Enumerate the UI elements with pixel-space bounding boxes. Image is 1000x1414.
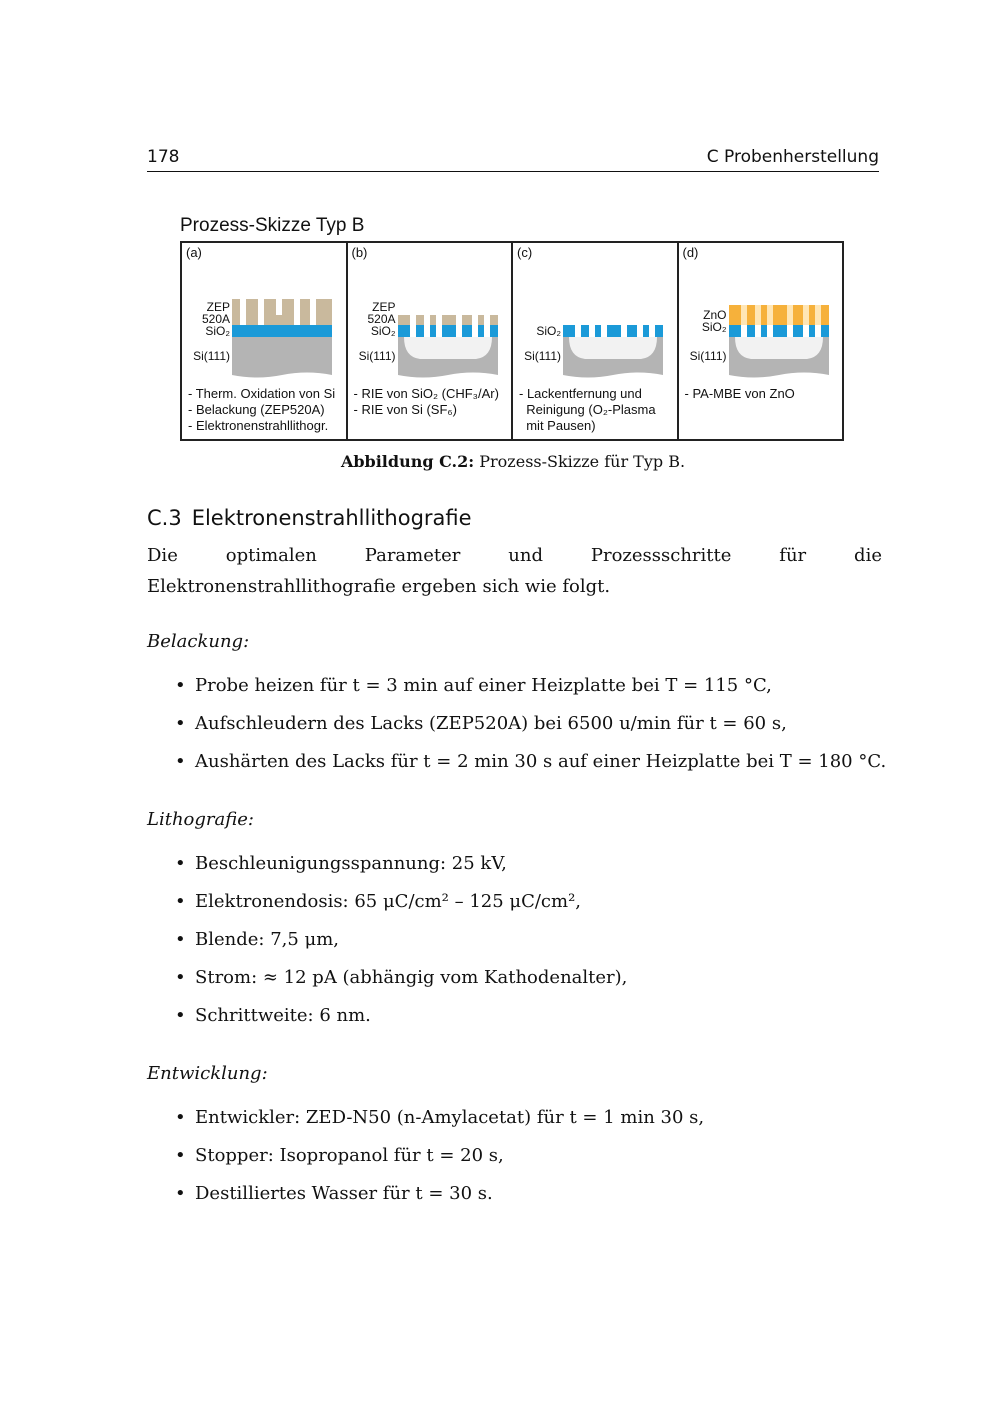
panel-c-label: (c) [517, 245, 533, 260]
caption-label: Abbildung C.2: [340, 452, 475, 471]
panel-d-label: (d) [682, 245, 699, 260]
list-entwicklung [147, 1106, 704, 1220]
panel-d-description: - PA-MBE von ZnO [684, 386, 795, 401]
header-rule [147, 171, 879, 172]
list-item: • Aufschleudern des Lacks (ZEP520A) bei 6500 u/min für t = 60 s, [147, 712, 886, 750]
figure-caption [0, 452, 1000, 471]
subheading-belackung: Belackung: [147, 631, 250, 652]
list-item: • Entwickler: ZED-N50 (n-Amylacetat) für t = 1 min 30 s, [147, 1106, 704, 1144]
layer-label-zno-d: ZnO SiO₂ [701, 308, 727, 334]
subheading-lithografie: Lithografie: [147, 809, 254, 830]
layer-label-si-b: Si(111) [358, 349, 396, 363]
section-number: C.3 [147, 506, 182, 530]
running-head: C Probenherstellung [706, 147, 879, 167]
layer-label-zep-b: ZEP 520A SiO₂ [367, 300, 396, 338]
subheading-entwicklung: Entwicklung: [147, 1063, 268, 1084]
panel-c [513, 243, 679, 439]
page-number: 178 [147, 147, 180, 167]
list-lithografie [147, 852, 627, 1042]
layer-label-si-c: Si(111) [524, 349, 561, 363]
caption-text: Prozess-Skizze für Typ B. [479, 452, 686, 471]
panel-a-label: (a) [186, 245, 202, 260]
layer-label-zep: ZEP 520A SiO₂ [201, 300, 230, 338]
layer-label-sio2-c: SiO₂ [536, 324, 561, 338]
panel-b-label: (b) [351, 245, 368, 260]
section-heading [147, 506, 472, 530]
list-belackung [147, 674, 886, 788]
section-title: Elektronenstrahllithografie [191, 506, 472, 530]
panel-b-description: - RIE von SiO₂ (CHF₃/Ar) - RIE von Si (SF₆) [353, 386, 499, 417]
list-item: • Destilliertes Wasser für t = 30 s. [147, 1182, 704, 1220]
panel-a [182, 243, 348, 439]
intro-paragraph: Die optimalen Parameter und Prozessschritte für die Elektronenstrahllithografie ergeben sich wie folgt. [147, 545, 882, 597]
list-item: • Aushärten des Lacks für t = 2 min 30 s auf einer Heizplatte bei T = 180 °C. [147, 750, 886, 788]
layer-label-si-d: Si(111) [689, 349, 727, 363]
list-item: • Schrittweite: 6 nm. [147, 1004, 627, 1042]
panel-c-description: - Lackentfernung und Reinigung (O₂-Plasma mit Pausen) [519, 386, 656, 433]
panel-d [679, 243, 843, 439]
list-item: • Stopper: Isopropanol für t = 20 s, [147, 1144, 704, 1182]
panel-a-description: - Therm. Oxidation von Si - Belackung (ZEP520A) - Elektronenstrahllithogr. [188, 386, 336, 433]
layer-label-si: Si(111) [193, 349, 230, 363]
list-item: • Beschleunigungsspannung: 25 kV, [147, 852, 627, 890]
panel-d-diagram [679, 243, 844, 439]
list-item: • Strom: ≈ 12 pA (abhängig vom Kathodenalter), [147, 966, 627, 1004]
panel-b [348, 243, 514, 439]
list-item: • Elektronendosis: 65 μC/cm² – 125 μC/cm², [147, 890, 627, 928]
list-item: • Blende: 7,5 μm, [147, 928, 627, 966]
figure-box [180, 241, 844, 441]
figure-title: Prozess-Skizze Typ B [180, 215, 365, 236]
list-item: • Probe heizen für t = 3 min auf einer Heizplatte bei T = 115 °C, [147, 674, 886, 712]
